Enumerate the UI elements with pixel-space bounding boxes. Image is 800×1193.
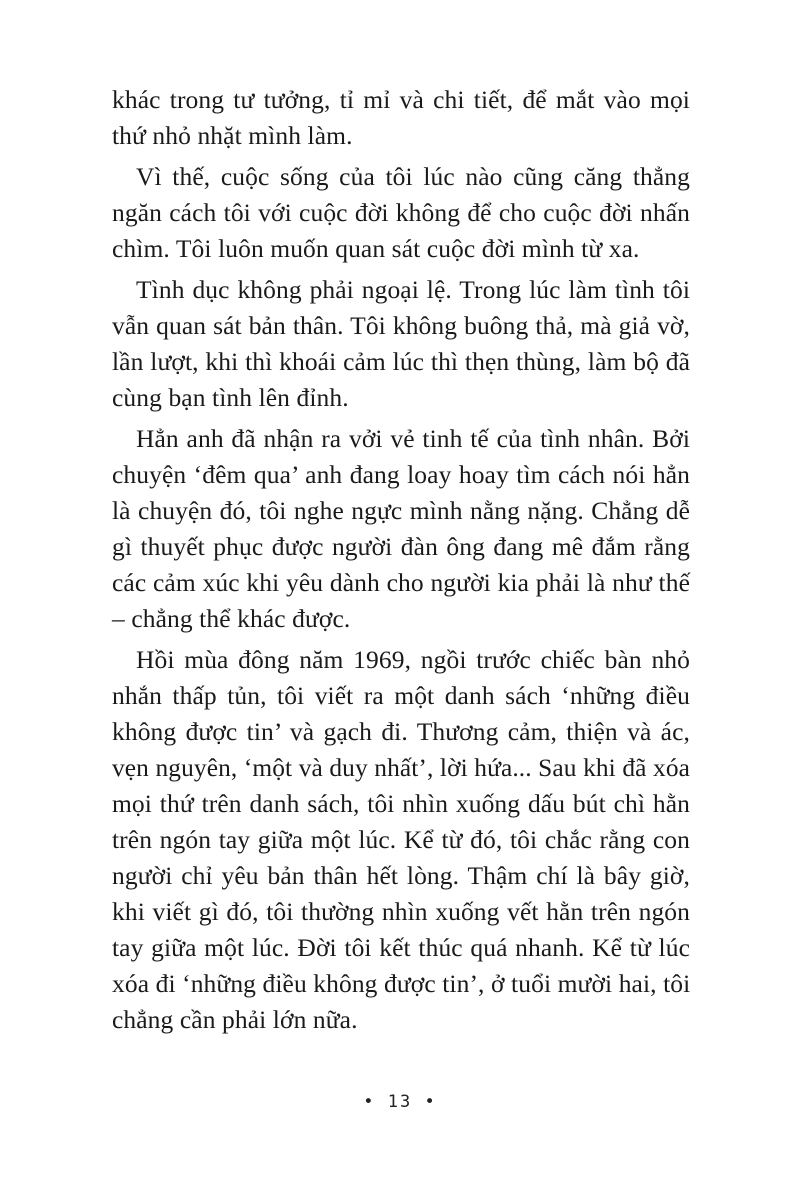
paragraph bbox=[112, 159, 690, 267]
text-line: gì thuyết phục được người đàn ông đang mê đắm rằng bbox=[112, 532, 690, 561]
text-line: chìm. Tôi luôn muốn quan sát cuộc đời mình từ xa. bbox=[112, 234, 640, 263]
paragraph bbox=[112, 82, 690, 154]
text-line: nhắn thấp tủn, tôi viết ra một danh sách ‘những điều bbox=[112, 681, 690, 710]
text-line: không được tin’ và gạch đi. Thương cảm, thiện và ác, bbox=[112, 717, 690, 746]
paragraph bbox=[112, 642, 690, 1038]
text-line: khi viết gì đó, tôi thường nhìn xuống vết hằn trên ngón bbox=[112, 897, 690, 926]
text-line: ngăn cách tôi với cuộc đời không để cho cuộc đời nhấn bbox=[112, 198, 690, 227]
paragraph bbox=[112, 272, 690, 416]
text-line: Tình dục không phải ngoại lệ. Trong lúc làm tình tôi bbox=[136, 275, 690, 304]
text-line: – chẳng thể khác được. bbox=[112, 604, 351, 633]
text-line: chẳng cần phải lớn nữa. bbox=[112, 1005, 358, 1034]
text-line: vẫn quan sát bản thân. Tôi không buông thả, mà giả vờ, bbox=[112, 311, 690, 340]
text-line: vẹn nguyên, ‘một và duy nhất’, lời hứa... Sau khi đã xóa bbox=[112, 754, 690, 782]
text-line: mọi thứ trên danh sách, tôi nhìn xuống dấu bút chì hằn bbox=[112, 789, 690, 818]
text-line: Hồi mùa đông năm 1969, ngồi trước chiếc bàn nhỏ bbox=[136, 645, 690, 674]
page-number: • 13 • bbox=[363, 1092, 437, 1112]
text-line: Vì thế, cuộc sống của tôi lúc nào cũng căng thẳng bbox=[136, 162, 690, 191]
text-line: trên ngón tay giữa một lúc. Kể từ đó, tôi chắc rằng con bbox=[112, 825, 690, 854]
text-line: thứ nhỏ nhặt mình làm. bbox=[112, 121, 353, 150]
text-line: các cảm xúc khi yêu dành cho người kia phải là như thế bbox=[112, 568, 690, 597]
text-line: là chuyện đó, tôi nghe ngực mình nằng nặng. Chẳng dễ bbox=[112, 496, 690, 525]
text-line: lần lượt, khi thì khoái cảm lúc thì thẹn thùng, làm bộ đã bbox=[112, 347, 690, 376]
text-line: khác trong tư tưởng, tỉ mỉ và chi tiết, để mắt vào mọi bbox=[112, 85, 690, 114]
paragraph bbox=[112, 421, 690, 637]
text-line: Hẳn anh đã nhận ra vởi vẻ tinh tế của tình nhân. Bởi bbox=[136, 424, 690, 453]
text-line: cùng bạn tình lên đỉnh. bbox=[112, 383, 349, 412]
text-line: tay giữa một lúc. Đời tôi kết thúc quá nhanh. Kể từ lúc bbox=[112, 933, 690, 962]
text-line: xóa đi ‘những điều không được tin’, ở tuổi mười hai, tôi bbox=[112, 969, 691, 998]
page-body bbox=[112, 82, 690, 1043]
text-line: chuyện ‘đêm qua’ anh đang loay hoay tìm cách nói hẳn bbox=[112, 460, 690, 489]
text-line: người chỉ yêu bản thân hết lòng. Thậm chí là bây giờ, bbox=[112, 861, 690, 890]
